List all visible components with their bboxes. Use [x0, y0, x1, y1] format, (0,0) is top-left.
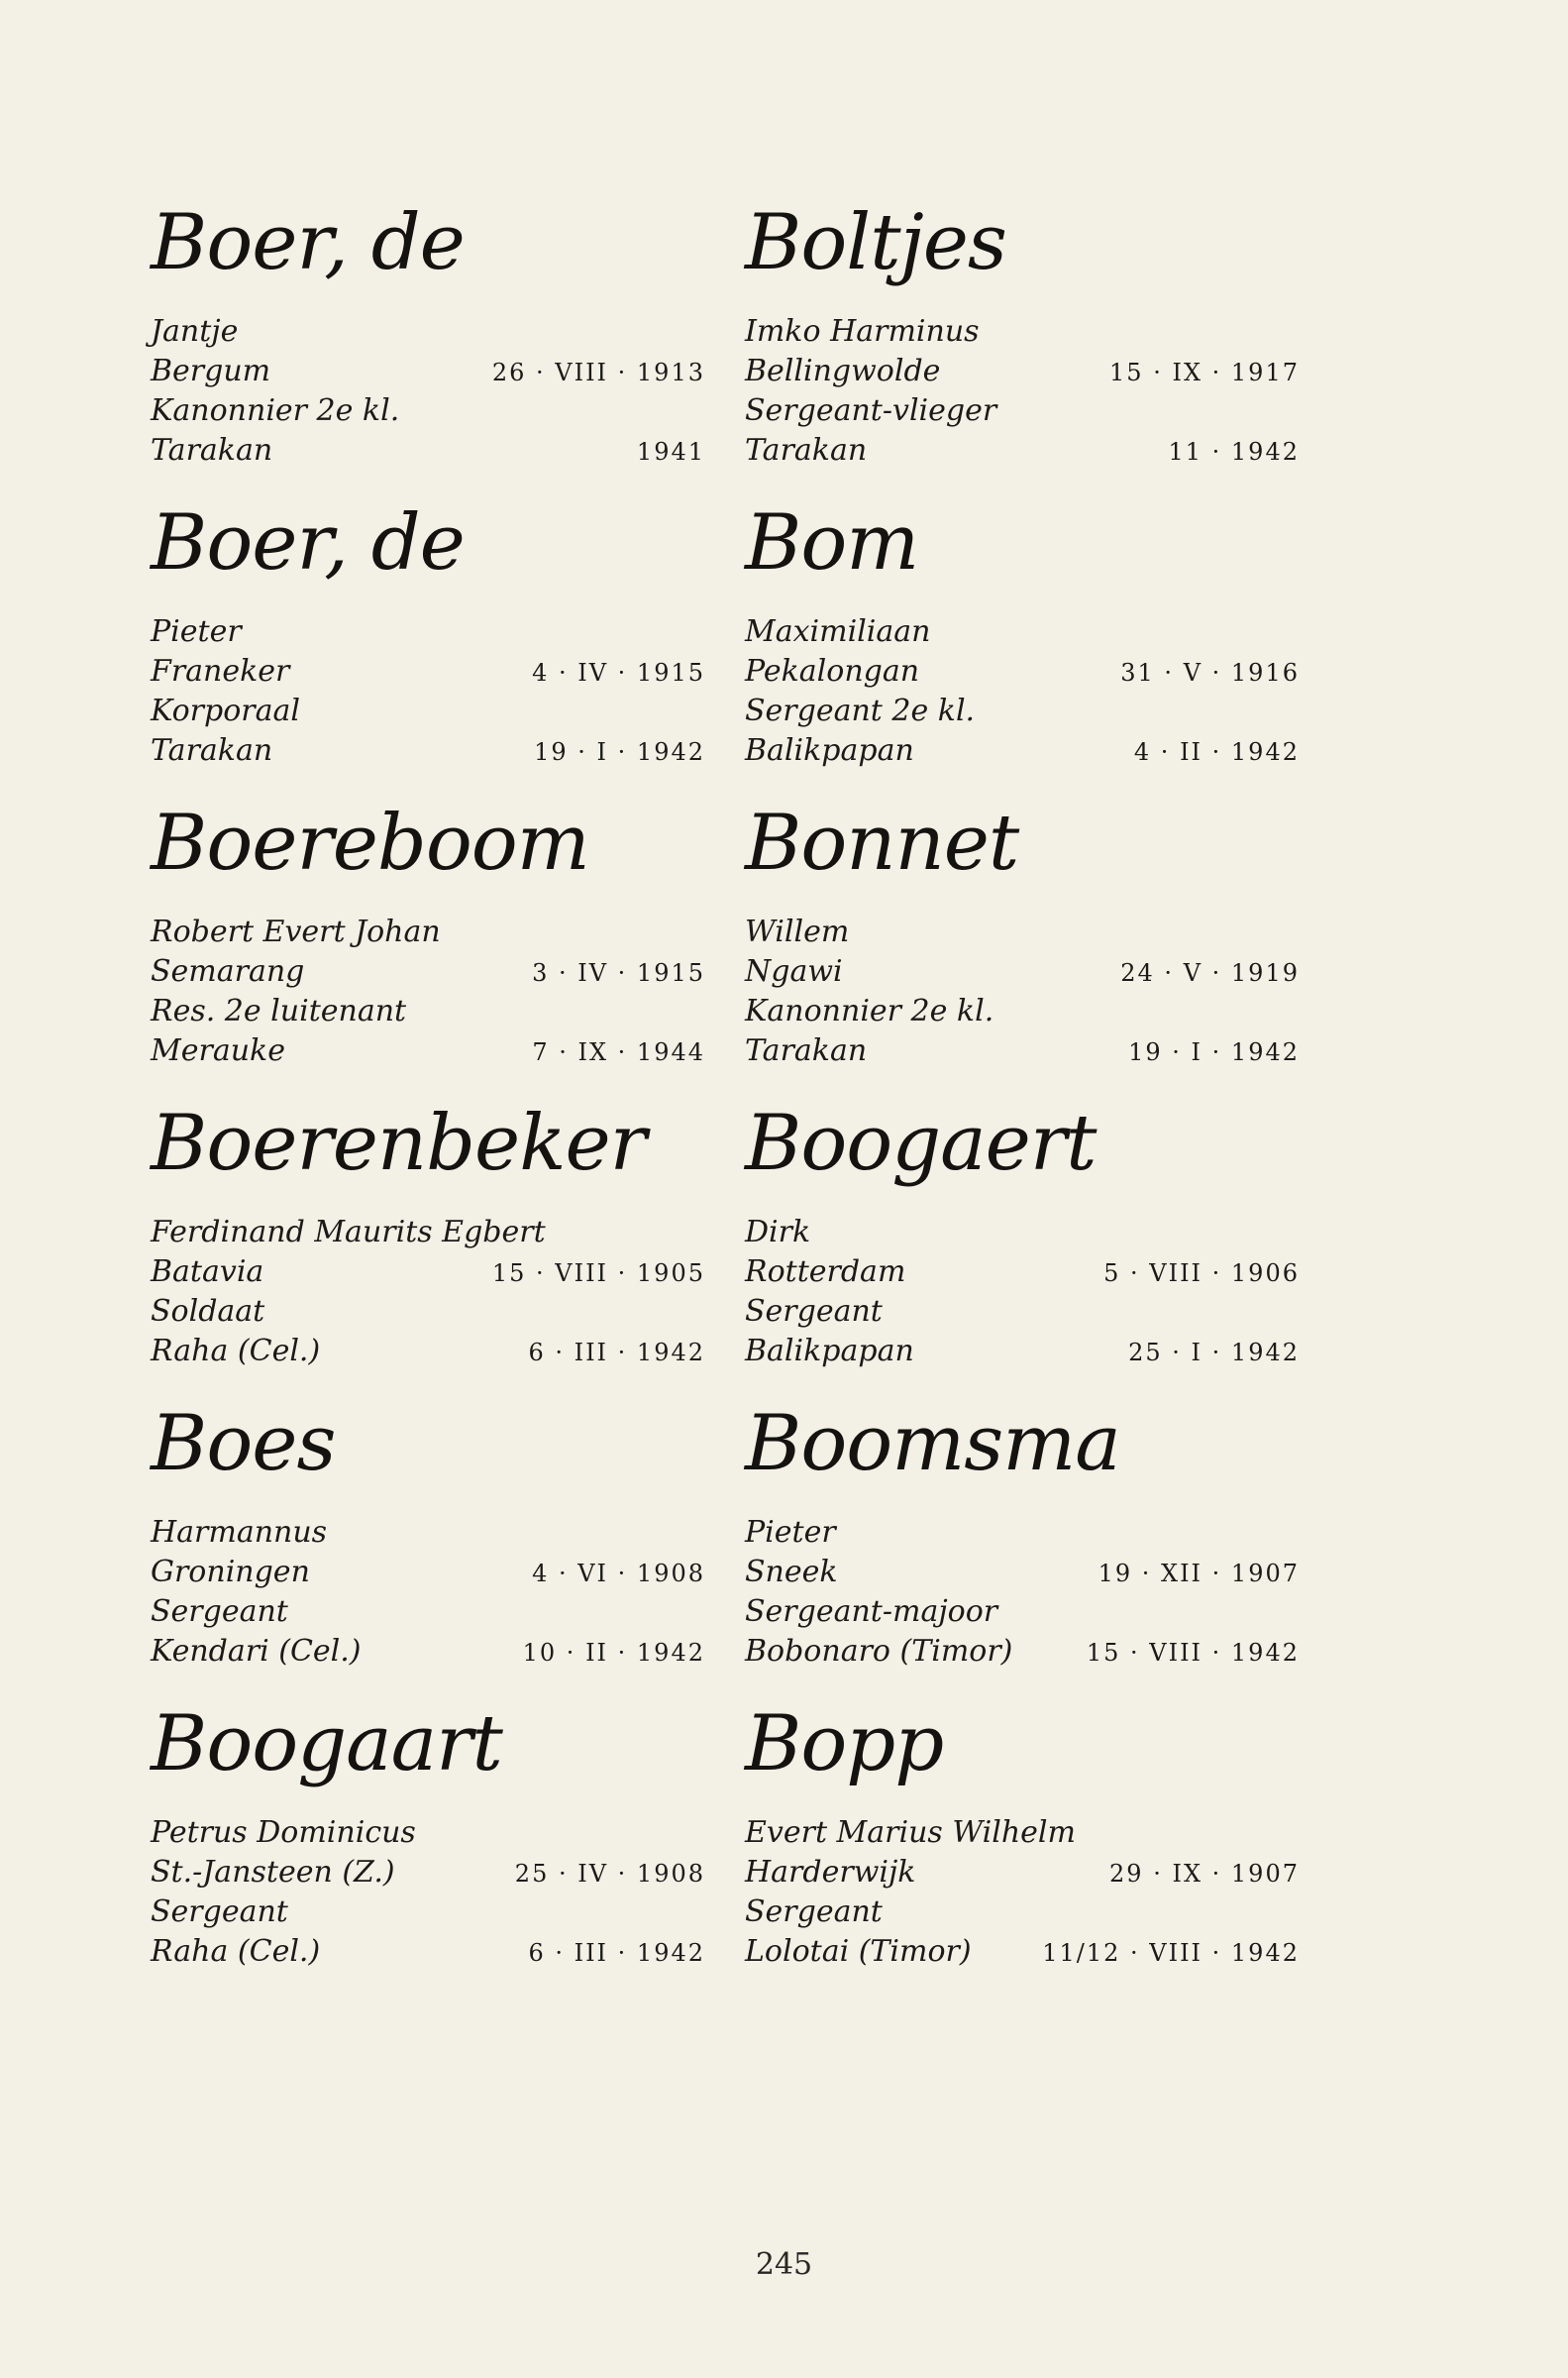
left-column	[151, 193, 705, 1995]
given-names: Pieter	[745, 1515, 836, 1550]
rank-row	[151, 1292, 705, 1332]
given-names-row	[151, 913, 705, 952]
death-row	[745, 731, 1300, 771]
death-date: 10 · II · 1942	[522, 1639, 705, 1667]
given-names-row	[151, 1213, 705, 1252]
given-names: Jantje	[151, 314, 239, 349]
birth-date: 3 · IV · 1915	[532, 959, 705, 987]
rank-row	[151, 692, 705, 731]
birthplace: Sneek	[745, 1555, 838, 1589]
rank-row	[745, 391, 1300, 431]
birth-row	[151, 352, 705, 391]
birth-date: 4 · VI · 1908	[532, 1560, 705, 1587]
surname: Boogaart	[151, 1699, 502, 1788]
given-names-row	[745, 913, 1300, 952]
place-of-death: Raha (Cel.)	[151, 1934, 321, 1969]
birthplace: Ngawi	[745, 954, 843, 989]
birthplace: Bergum	[151, 354, 271, 388]
surname: Boes	[151, 1399, 336, 1488]
death-row	[745, 1932, 1300, 1972]
birthplace: Pekalongan	[745, 654, 920, 689]
place-of-death: Balikpapan	[745, 1334, 914, 1368]
place-of-death: Balikpapan	[745, 733, 914, 768]
birthplace: Groningen	[151, 1555, 310, 1589]
surname: Boltjes	[745, 198, 1006, 287]
death-row	[745, 1632, 1300, 1672]
rank-row	[745, 1892, 1300, 1932]
rank: Korporaal	[151, 694, 300, 728]
rank-row	[151, 992, 705, 1031]
roll-entry	[151, 1394, 705, 1694]
birthplace: Batavia	[151, 1254, 264, 1289]
roll-entry	[745, 1094, 1300, 1394]
birthplace: Bellingwolde	[745, 354, 941, 388]
given-names: Dirk	[745, 1215, 811, 1249]
rank: Sergeant	[745, 1894, 883, 1929]
birth-row	[151, 952, 705, 992]
given-names: Ferdinand Maurits Egbert	[151, 1215, 546, 1249]
surname: Boereboom	[151, 799, 589, 888]
birth-row	[745, 1853, 1300, 1892]
death-row	[151, 1332, 705, 1371]
given-names-row	[745, 1813, 1300, 1853]
birth-date: 5 · VIII · 1906	[1103, 1259, 1300, 1287]
roll-entry	[151, 1694, 705, 1995]
surname: Boerenbeker	[151, 1099, 646, 1188]
given-names: Willem	[745, 915, 850, 949]
given-names-row	[745, 1513, 1300, 1553]
birth-date: 24 · V · 1919	[1120, 959, 1300, 987]
place-of-death: Bobonaro (Timor)	[745, 1634, 1013, 1669]
place-of-death: Tarakan	[745, 433, 868, 468]
death-row	[151, 1932, 705, 1972]
birth-date: 4 · IV · 1915	[532, 659, 705, 687]
surname: Boomsma	[745, 1399, 1120, 1488]
death-date: 19 · I · 1942	[534, 738, 705, 766]
rank: Sergeant-majoor	[745, 1594, 998, 1629]
surname: Boer, de	[151, 498, 465, 588]
birth-date: 15 · VIII · 1905	[491, 1259, 705, 1287]
given-names: Imko Harminus	[745, 314, 980, 349]
death-row	[745, 1332, 1300, 1371]
place-of-death: Raha (Cel.)	[151, 1334, 321, 1368]
death-row	[745, 1031, 1300, 1071]
roll-entry	[745, 794, 1300, 1094]
given-names-row	[745, 312, 1300, 352]
birthplace: Franeker	[151, 654, 290, 689]
rank-row	[745, 692, 1300, 731]
birth-row	[745, 952, 1300, 992]
surname: Boogaert	[745, 1099, 1097, 1188]
place-of-death: Lolotai (Timor)	[745, 1934, 972, 1969]
rank: Soldaat	[151, 1294, 265, 1329]
rank: Res. 2e luitenant	[151, 994, 407, 1028]
place-of-death: Tarakan	[151, 433, 273, 468]
given-names: Robert Evert Johan	[151, 915, 441, 949]
rank-row	[151, 1592, 705, 1632]
birthplace: Rotterdam	[745, 1254, 906, 1289]
rank: Kanonnier 2e kl.	[151, 393, 400, 428]
rank-row	[745, 1292, 1300, 1332]
roll-entry	[745, 1394, 1300, 1694]
death-row	[745, 431, 1300, 471]
death-date: 4 · II · 1942	[1133, 738, 1300, 766]
death-row	[151, 731, 705, 771]
page-number: 245	[755, 2247, 813, 2282]
birth-date: 29 · IX · 1907	[1109, 1860, 1300, 1888]
birthplace: Harderwijk	[745, 1855, 916, 1890]
given-names: Maximiliaan	[745, 614, 931, 649]
death-date: 11/12 · VIII · 1942	[1042, 1939, 1300, 1967]
birthplace: Semarang	[151, 954, 305, 989]
birth-row	[745, 1252, 1300, 1292]
roll-entry	[151, 193, 705, 493]
rank: Sergeant 2e kl.	[745, 694, 976, 728]
birth-row	[151, 1553, 705, 1592]
birth-date: 31 · V · 1916	[1120, 659, 1300, 687]
given-names-row	[151, 1513, 705, 1553]
death-row	[151, 431, 705, 471]
given-names-row	[151, 1813, 705, 1853]
right-column	[745, 193, 1300, 1995]
rank-row	[151, 1892, 705, 1932]
surname: Bopp	[745, 1699, 944, 1788]
birth-row	[151, 1252, 705, 1292]
death-date: 6 · III · 1942	[528, 1339, 705, 1366]
roll-entry	[745, 193, 1300, 493]
given-names: Petrus Dominicus	[151, 1815, 416, 1850]
place-of-death: Tarakan	[745, 1033, 868, 1068]
given-names: Pieter	[151, 614, 242, 649]
death-date: 7 · IX · 1944	[532, 1038, 705, 1066]
place-of-death: Merauke	[151, 1033, 285, 1068]
given-names-row	[745, 612, 1300, 652]
birth-date: 26 · VIII · 1913	[491, 359, 705, 386]
birth-row	[745, 352, 1300, 391]
roll-entry	[151, 794, 705, 1094]
birth-row	[745, 1553, 1300, 1592]
roll-entry	[745, 493, 1300, 794]
place-of-death: Kendari (Cel.)	[151, 1634, 362, 1669]
given-names-row	[151, 312, 705, 352]
birthplace: St.-Jansteen (Z.)	[151, 1855, 395, 1890]
death-date: 19 · I · 1942	[1128, 1038, 1300, 1066]
death-date: 1941	[636, 438, 705, 466]
given-names-row	[151, 612, 705, 652]
death-date: 25 · I · 1942	[1128, 1339, 1300, 1366]
rank-row	[745, 1592, 1300, 1632]
birth-date: 25 · IV · 1908	[514, 1860, 705, 1888]
surname: Bonnet	[745, 799, 1019, 888]
given-names: Harmannus	[151, 1515, 328, 1550]
death-date: 15 · VIII · 1942	[1086, 1639, 1300, 1667]
roll-entry	[745, 1694, 1300, 1995]
birth-date: 19 · XII · 1907	[1098, 1560, 1300, 1587]
surname: Bom	[745, 498, 919, 588]
birth-row	[151, 1853, 705, 1892]
birth-row	[745, 652, 1300, 692]
birth-date: 15 · IX · 1917	[1109, 359, 1300, 386]
death-date: 11 · 1942	[1168, 438, 1300, 466]
roll-entry	[151, 1094, 705, 1394]
death-row	[151, 1031, 705, 1071]
rank: Kanonnier 2e kl.	[745, 994, 994, 1028]
birth-row	[151, 652, 705, 692]
given-names-row	[745, 1213, 1300, 1252]
death-row	[151, 1632, 705, 1672]
rank: Sergeant	[151, 1894, 288, 1929]
rank: Sergeant	[151, 1594, 288, 1629]
roll-entry	[151, 493, 705, 794]
death-date: 6 · III · 1942	[528, 1939, 705, 1967]
place-of-death: Tarakan	[151, 733, 273, 768]
given-names: Evert Marius Wilhelm	[745, 1815, 1076, 1850]
rank: Sergeant-vlieger	[745, 393, 997, 428]
rank-row	[745, 992, 1300, 1031]
surname: Boer, de	[151, 198, 465, 287]
rank-row	[151, 391, 705, 431]
rank: Sergeant	[745, 1294, 883, 1329]
